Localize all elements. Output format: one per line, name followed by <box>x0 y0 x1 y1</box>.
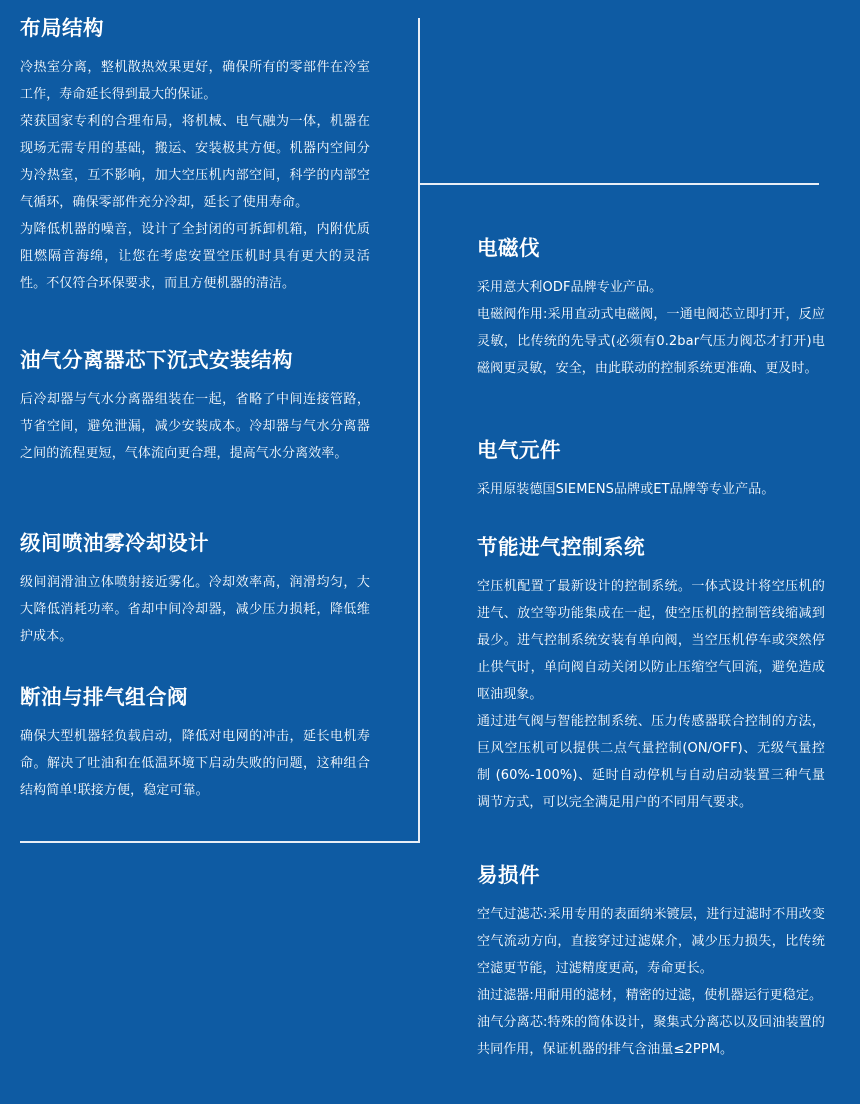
section-title: 油气分离器芯下沉式安装结构 <box>20 348 293 372</box>
section-combination-valve <box>20 683 370 804</box>
section-title: 电磁伐 <box>477 236 540 260</box>
section-title: 易损件 <box>477 863 540 887</box>
section-paragraph: 空气过滤芯:采用专用的表面纳米镀层，进行过滤时不用改变空气流动方向，直接穿过过滤媒介，减少压力损失，比传统空滤更节能，过滤精度更高，寿命更长。 <box>477 907 825 976</box>
section-paragraph: 采用原装德国SIEMENS品牌或ET品牌等专业产品。 <box>477 482 775 497</box>
right-top-divider <box>420 183 819 185</box>
section-paragraph: 后冷却器与气水分离器组装在一起，省略了中间连接管路，节省空间，避免泄漏，减少安装成本。冷却器与气水分离器之间的流程更短，气体流向更合理，提高气水分离效率。 <box>20 392 370 461</box>
section-paragraph: 通过进气阀与智能控制系统、压力传感器联合控制的方法，巨风空压机可以提供二点气量控制(ON/OFF)、无级气量控制 (60%-100%)、延时自动停机与自动启动装置三种气量调节方式，可以完全满足用户的不同用气要求。 <box>477 714 825 810</box>
section-paragraph: 空压机配置了最新设计的控制系统。一体式设计将空压机的进气、放空等功能集成在一起，使空压机的控制管线缩减到最少。进气控制系统安装有单向阀，当空压机停车或突然停止供气时，单向阀自动关闭以防止压缩空气回流，避免造成呕油现象。 <box>477 579 825 702</box>
section-title: 级间喷油雾冷却设计 <box>20 531 209 555</box>
section-paragraph: 荣获国家专利的合理布局，将机械、电气融为一体，机器在现场无需专用的基础，搬运、安装极其方便。机器内空间分为冷热室，互不影响，加大空压机内部空间，科学的内部空气循环，确保零部件充分冷却，延长了使用寿命。 <box>20 114 370 210</box>
section-separator-mounting <box>20 346 370 467</box>
section-title: 电气元件 <box>477 438 561 462</box>
section-layout-structure <box>20 14 370 297</box>
section-paragraph: 为降低机器的噪音，设计了全封闭的可拆卸机箱，内附优质阻燃隔音海绵，让您在考虑安置空压机时具有更大的灵活性。不仅符合环保要求，而且方便机器的清洁。 <box>20 222 370 291</box>
section-paragraph: 确保大型机器轻负载启动，降低对电网的冲击，延长电机寿命。解决了吐油和在低温环境下启动失败的问题，这种组合结构简单!联接方便，稳定可靠。 <box>20 729 370 798</box>
column-divider-vertical <box>418 18 420 843</box>
section-solenoid-valve <box>477 234 825 382</box>
section-oil-mist-cooling <box>20 529 370 650</box>
left-bottom-divider <box>20 841 418 843</box>
section-intake-control <box>477 533 825 816</box>
section-paragraph: 油气分离芯:特殊的简体设计，聚集式分离芯以及回油装置的共同作用，保证机器的排气含油量≤2PPM。 <box>477 1015 825 1057</box>
section-title: 节能进气控制系统 <box>477 535 645 559</box>
section-paragraph: 油过滤器:用耐用的滤材，精密的过滤，使机器运行更稳定。 <box>477 988 823 1003</box>
section-electrical-components <box>477 436 825 503</box>
section-paragraph: 电磁阀作用:采用直动式电磁阀，一通电阀芯立即打开，反应灵敏，比传统的先导式(必须有0.2bar气压力阀芯才打开)电磁阀更灵敏，安全，由此联动的控制系统更准确、更及时。 <box>477 307 825 376</box>
section-paragraph: 冷热室分离，整机散热效果更好，确保所有的零部件在冷室工作，寿命延长得到最大的保证。 <box>20 60 370 102</box>
section-wear-parts <box>477 861 825 1063</box>
section-title: 断油与排气组合阀 <box>20 685 188 709</box>
section-paragraph: 采用意大利ODF品牌专业产品。 <box>477 280 663 295</box>
section-paragraph: 级间润滑油立体喷射接近雾化。冷却效率高，润滑均匀，大大降低消耗功率。省却中间冷却器，减少压力损耗，降低维护成本。 <box>20 575 370 644</box>
section-title: 布局结构 <box>20 16 104 40</box>
